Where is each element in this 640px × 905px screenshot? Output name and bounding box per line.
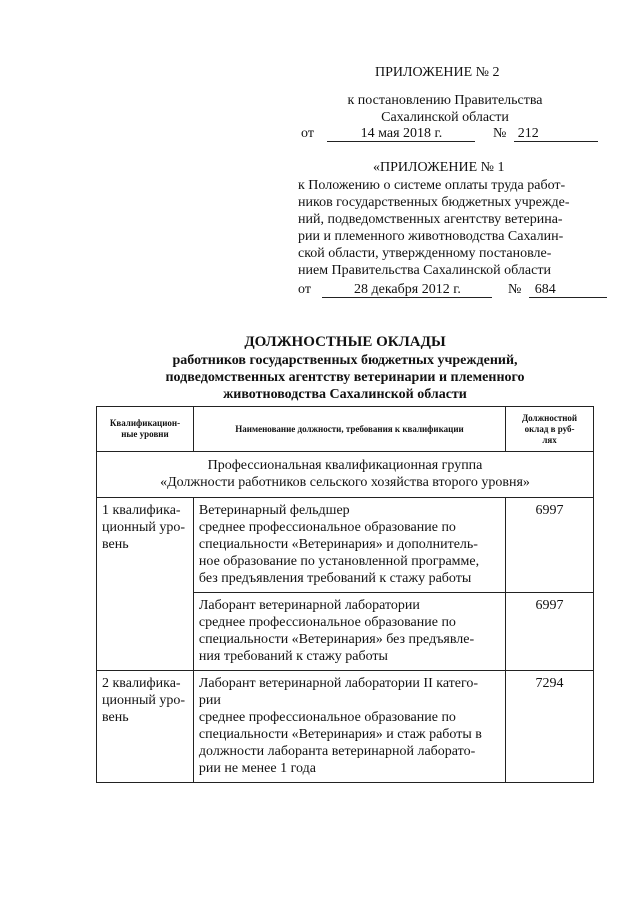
appendix1-line: ний, подведомственных агентству ветерина-	[298, 212, 563, 227]
header-text: Должностной	[521, 412, 578, 423]
desc-line: специальности «Ветеринария» и стаж работы в	[198, 727, 482, 742]
subtitle-line: животноводства Сахалинской области	[223, 387, 467, 402]
subtitle-line: работников государственных бюджетных учреждений,	[172, 353, 518, 368]
professional-group-cell	[97, 452, 594, 498]
desc-line: ное образование по установленной программе,	[198, 554, 480, 569]
salary-cell: 6997	[506, 498, 594, 593]
header-salary	[506, 407, 594, 452]
desc-line: ния требований к стажу работы	[198, 649, 388, 664]
appendix1-title: «ПРИЛОЖЕНИЕ № 1	[373, 160, 505, 175]
desc-line: специальности «Ветеринария» без предъявле-	[198, 632, 475, 647]
position-cell	[193, 671, 505, 783]
qualification-level-cell	[97, 671, 194, 783]
desc-line: рии	[198, 693, 221, 708]
appendix1-date-row	[298, 281, 607, 298]
level-line: вень	[102, 710, 129, 725]
desc-line: среднее профессиональное образование по	[198, 615, 456, 630]
appendix2-to-line2: Сахалинской области	[381, 110, 509, 125]
desc-line: Лаборант ветеринарной лаборатории II катего-	[198, 676, 479, 691]
appendix1-line: нием Правительства Сахалинской области	[298, 263, 551, 278]
appendix2-date: 14 мая 2018 г.	[327, 125, 475, 142]
appendix2-title: ПРИЛОЖЕНИЕ № 2	[375, 65, 500, 80]
appendix1-number: 684	[529, 281, 607, 298]
header-text: лях	[542, 434, 557, 445]
salary-cell: 6997	[506, 593, 594, 671]
date-prefix: от	[298, 282, 311, 297]
desc-line: среднее профессиональное образование по	[198, 520, 456, 535]
appendix1-text	[298, 177, 598, 279]
date-prefix: от	[301, 126, 314, 141]
header-text: оклад в руб-	[524, 423, 575, 434]
number-prefix: №	[507, 282, 522, 297]
desc-line: среднее профессиональное образование по	[198, 710, 456, 725]
group-line: Профессиональная квалификационная группа	[207, 458, 483, 473]
appendix1-line: рии и племенного животноводства Сахалин-	[298, 229, 564, 244]
table-row	[97, 671, 594, 783]
appendix1-line: ников государственных бюджетных учрежде-	[298, 195, 570, 210]
salary-cell: 7294	[506, 671, 594, 783]
document-subtitle	[96, 352, 594, 403]
salary-table	[96, 406, 594, 783]
desc-line: без предъявления требований к стажу работы	[198, 571, 472, 586]
level-line: 2 квалифика-	[102, 676, 181, 691]
table-group-row	[97, 452, 594, 498]
document-title: ДОЛЖНОСТНЫЕ ОКЛАДЫ	[244, 334, 446, 350]
level-line: вень	[102, 537, 129, 552]
header-position-name: Наименование должности, требования к квалификации	[193, 407, 505, 452]
number-prefix: №	[492, 126, 507, 141]
qualification-level-cell	[97, 498, 194, 671]
desc-line: Лаборант ветеринарной лаборатории	[198, 598, 420, 613]
appendix2-date-row	[301, 125, 598, 142]
desc-line: специальности «Ветеринария» и дополнитель-	[198, 537, 478, 552]
subtitle-line: подведомственных агентству ветеринарии и племенного	[165, 370, 525, 385]
group-line: «Должности работников сельского хозяйства второго уровня»	[160, 475, 530, 490]
header-qualification-level	[97, 407, 194, 452]
appendix1-date: 28 декабря 2012 г.	[322, 281, 492, 298]
level-line: ционный уро-	[102, 520, 186, 535]
appendix1-line: ской области, утвержденному постановле-	[298, 246, 552, 261]
position-cell	[193, 593, 505, 671]
table-row	[97, 498, 594, 593]
desc-line: Ветеринарный фельдшер	[198, 503, 350, 518]
desc-line: рии не менее 1 года	[198, 761, 316, 776]
table-header-row	[97, 407, 594, 452]
appendix2-number: 212	[514, 125, 598, 142]
appendix1-line: к Положению о системе оплаты труда работ-	[298, 178, 566, 193]
header-text: Квалификацион-	[109, 418, 181, 428]
level-line: 1 квалифика-	[102, 503, 181, 518]
desc-line: должности лаборанта ветеринарной лаборато-	[198, 744, 476, 759]
level-line: ционный уро-	[102, 693, 186, 708]
position-cell	[193, 498, 505, 593]
header-text: ные уровни	[121, 429, 169, 439]
appendix2-to-line1: к постановлению Правительства	[347, 93, 543, 108]
